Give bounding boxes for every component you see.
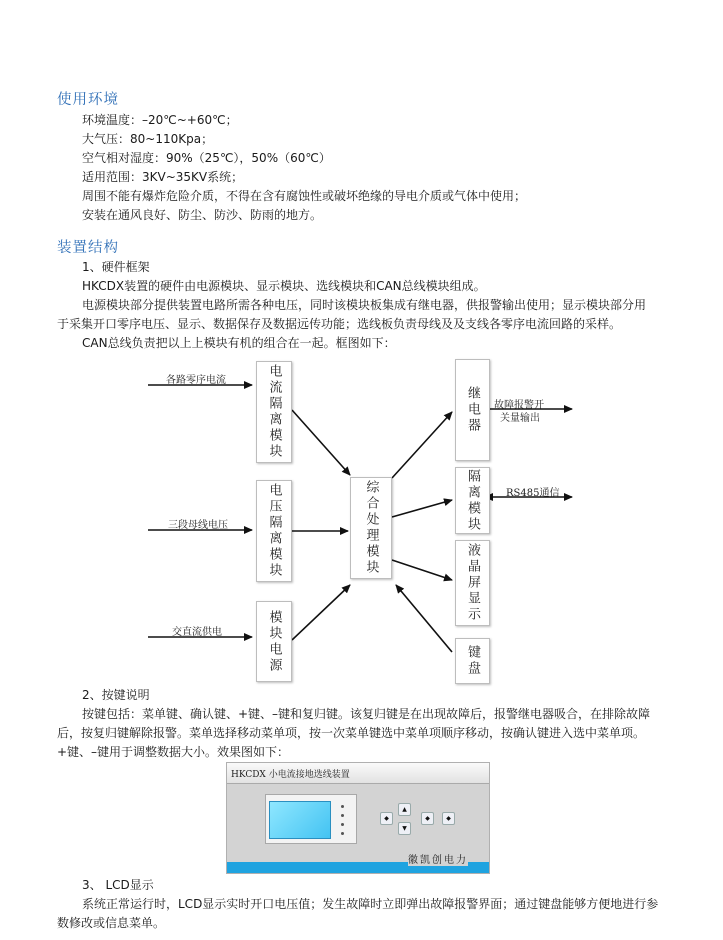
- right-key-icon[interactable]: ◆: [421, 812, 434, 825]
- input-label-voltage: 三段母线电压: [168, 520, 228, 531]
- box-lcd-display: [455, 540, 490, 626]
- box-processor-label: 综合处理模块: [363, 480, 379, 576]
- keys-paragraph-a: 按键包括：菜单键、确认键、+键、–键和复归键。该复归键是在出现故障后，报警继电器吸合，在排除故障: [82, 707, 651, 721]
- output-label-rs485: RS485通信: [506, 488, 560, 499]
- arrow-keypad-to-processor: [396, 585, 452, 652]
- env-hazard: 周围不能有爆炸危险介质，不得在含有腐蚀性或破坏绝缘的导电介质或气体中使用；: [82, 189, 527, 203]
- box-current-isolation-label: 电流隔离模块: [266, 364, 282, 460]
- box-processor: [350, 477, 392, 579]
- arrow-power-to-processor: [292, 585, 350, 640]
- output-label-relay-2: 关量输出: [500, 413, 540, 424]
- lcd-screen: [269, 801, 331, 839]
- up-key-icon[interactable]: ▲: [398, 803, 411, 816]
- arrow-processor-to-lcd: [392, 560, 452, 580]
- hardware-title: 1、硬件框架: [82, 260, 150, 274]
- output-label-relay-1: 故障报警开: [494, 400, 544, 411]
- keys-paragraph-c: +键、–键用于调整数据大小。效果图如下：: [57, 745, 290, 759]
- hardware-paragraph-1: HKCDX装置的硬件由电源模块、显示模块、选线模块和CAN总线模块组成。: [82, 279, 486, 293]
- box-module-power-label: 模块电源: [266, 609, 282, 674]
- input-label-current: 各路零序电流: [166, 375, 226, 386]
- confirm-key-icon[interactable]: ◆: [442, 812, 455, 825]
- keys-paragraph-b: 后，按复归键解除报警。菜单选择移动菜单项，按一次菜单键选中菜单项顺序移动，按确认键进入选中菜单项。: [57, 726, 646, 740]
- box-voltage-isolation: [256, 480, 292, 582]
- arrow-processor-to-isolation: [392, 500, 452, 517]
- device-title-bar: [227, 763, 489, 784]
- left-key-icon[interactable]: ◆: [380, 812, 393, 825]
- indicator-led: [341, 814, 344, 817]
- hardware-paragraph-3: CAN总线负责把以上上模块有机的组合在一起。框图如下：: [82, 336, 396, 350]
- box-isolation-module-label: 隔离模块: [465, 468, 480, 533]
- down-key-icon[interactable]: ▼: [398, 822, 411, 835]
- box-relay-label: 继电器: [465, 386, 480, 434]
- lcd-paragraph-a: 系统正常运行时，LCD显示实时开口电压值；发生故障时立即弹出故障报警界面；通过键盘能够方便地进行参: [82, 897, 659, 911]
- box-current-isolation: [256, 361, 292, 463]
- indicator-led: [341, 832, 344, 835]
- hardware-paragraph-2a: 电源模块部分提供装置电路所需各种电压，同时该模块板集成有继电器，供报警输出使用；显示模块部分用: [82, 298, 647, 312]
- lcd-paragraph-b: 数修改或信息菜单。: [57, 916, 166, 930]
- hardware-paragraph-2b: 于采集开口零序电压、显示、数据保存及数据远传功能；选线板负责母线及及支线各零序电流回路的采样。: [57, 317, 622, 331]
- device-panel: [226, 762, 490, 874]
- indicator-led: [341, 805, 344, 808]
- section-heading-environment: 使用环境: [57, 92, 119, 108]
- env-humidity: 空气相对湿度：90%（25℃），50%（60℃）: [82, 151, 331, 165]
- box-voltage-isolation-label: 电压隔离模块: [266, 483, 282, 579]
- arrow-processor-to-relay: [392, 412, 452, 478]
- env-range: 适用范围：3KV~35KV系统；: [82, 170, 244, 184]
- env-temperature: 环境温度：–20℃~+60℃；: [82, 113, 238, 127]
- box-keypad: [455, 638, 490, 684]
- device-brand-label: 徽凯创电力: [408, 851, 468, 866]
- indicator-led: [341, 823, 344, 826]
- box-isolation-module: [455, 467, 490, 534]
- input-label-power: 交直流供电: [172, 627, 222, 638]
- box-relay: [455, 359, 490, 461]
- box-module-power: [256, 601, 292, 682]
- section-heading-structure: 装置结构: [57, 240, 119, 256]
- lcd-title: 3、 LCD显示: [82, 878, 154, 892]
- keys-title: 2、按键说明: [82, 688, 150, 702]
- box-lcd-display-label: 液晶屏显示: [465, 543, 480, 623]
- box-keypad-label: 键盘: [465, 645, 480, 677]
- env-pressure: 大气压：80~110Kpa；: [82, 132, 214, 146]
- device-title: HKCDX 小电流接地选线装置: [231, 770, 350, 780]
- env-install: 安装在通风良好、防尘、防沙、防雨的地方。: [82, 208, 323, 222]
- arrow-current-to-processor: [292, 410, 350, 475]
